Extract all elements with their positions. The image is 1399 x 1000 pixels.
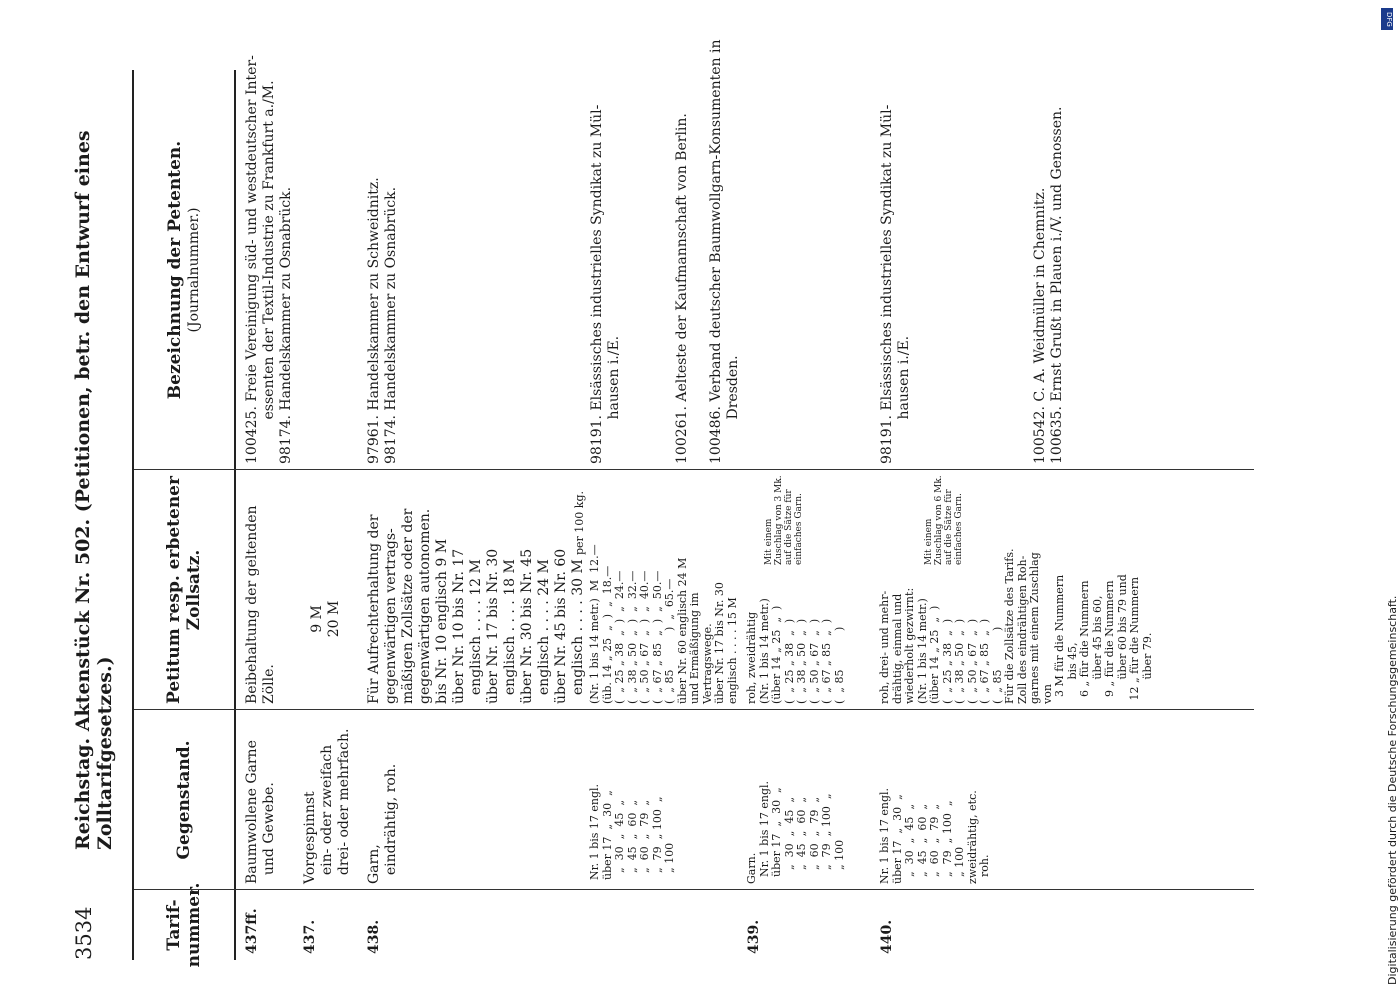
page-title: Reichstag. Aktenstück Nr. 502. (Petitionen, betr. den Entwurf eines Zolltarifgesetzes.)	[72, 130, 116, 850]
column-divider	[134, 469, 1254, 470]
petitum-text: Für Aufrechterhaltung der gegenwärtigen vertrags- mäßigen Zollsätze oder der gegenwärtigen autonomen. bis Nr. 10 englisch 9 M über Nr. 10 bis Nr. 17 englisch . . . . 12 M über Nr. 17 bis Nr. 30 englisch . . . . 18 M über Nr. 30 bis Nr. 45 englisch . . . . 24 M über Nr. 45 bis Nr. 60 englisch . . . . 30 M	[366, 508, 586, 704]
tarif-number: 440.	[879, 919, 895, 954]
column-divider	[134, 889, 1254, 890]
bracket-note: Mit einem Zuschlag von 6 Mk. auf die Sätze für einfaches Garn.	[924, 475, 964, 565]
col-header-petitum: Petitum resp. erbetener Zollsatz.	[134, 470, 236, 710]
petitum-text: roh, drei- und mehr- drähtig, einmal und wiederholt gezwirnt: (Nr. 1 bis 14 metr.) (über 14 „ 25 „ ) ( „ 25 „ 38 „ ) ( „ 38 „ 50 „ ) ( „ 50 „ 67 „ ) ( „ 67 „ 85 „ ) ( „ 85 ) Für die Zollsätze des Tarifs. Zoll des eindrähtigen Roh- garnes mit einem Zuschlag von 3 M für die Nummern bis 45, 6 „ für die Nummern über 45 bis 60, 9 „ für die Nummern über 60 bis 79 und 12 „ für die Nummern über 79.	[878, 548, 1154, 704]
petition-table	[132, 39, 1254, 968]
col-header-gegenstand: Gegenstand.	[134, 710, 236, 890]
gegenstand-text: Baumwollene Garne und Gewebe.	[244, 740, 277, 884]
gegenstand-text: Garn, eindrähtig, roh.	[366, 763, 399, 884]
petenten-text: 98191. Elsässisches industrielles Syndikat zu Mül- hausen i./E. 100261. Aelteste der Kaufmannschaft von Berlin. 100486. Verband deutscher Baumwollgarn-Konsumenten in Dresden.	[589, 39, 741, 464]
gegenstand-text: Garn. Nr. 1 bis 17 engl. über 17 „ 30 „ „ 30 „ 45 „ „ 45 „ 60 „ „ 60 „ 79 „ „ 79 „ 100 „ „ 100	[745, 780, 846, 884]
col-header-tarif: Tarif-nummer.	[134, 890, 236, 960]
page-header	[62, 60, 116, 960]
petenten-text: 97961. Handelskammer zu Schweidnitz. 98174. Handelskammer zu Osnabrück.	[366, 177, 399, 464]
tarif-number: 437ff.	[244, 908, 260, 954]
column-divider	[134, 709, 1254, 710]
per-kg-label: per 100 kg.	[573, 490, 586, 555]
petitum-text: (Nr. 1 bis 14 metr.) M 12.— (üb. 14 „ 25 „ ) „ 18.— ( „ 25 „ 38 „ ) „ 24.— ( „ 38 „ 50 „ ) „ 32.— ( „ 50 „ 67 „ ) „ 40.— ( „ 67 „ 85 „ ) „ 50.— ( „ 85 ) „ 65.— über Nr. 60 englisch 24 M und Ermäßigung im Vertragswege. über Nr. 17 bis Nr. 30 englisch . . . . 15 M	[588, 544, 739, 704]
petitum-text: 9 M 20 M	[309, 600, 342, 638]
tarif-number: 439.	[746, 919, 762, 954]
gegenstand-text: Nr. 1 bis 17 engl. über 17 „ 30 „ „ 30 „ 45 „ „ 45 „ 60 „ „ 60 „ 79 „ „ 79 „ 100 „ „ 100	[588, 783, 676, 880]
gegenstand-text: Vorgespinnst ein- oder zweifach drei- oder mehrfach.	[302, 728, 352, 884]
dfg-logo: DFG	[1381, 8, 1393, 30]
petenten-text: 100425. Freie Vereinigung süd- und westdeutscher Inter- essenten der Textil-Industrie zu Frankfurt a./M. 98174. Handelskammer zu Osnabrück.	[244, 55, 294, 464]
digitization-note: Digitalisierung gefördert durch die Deutsche Forschungsgemeinschaft.	[1386, 595, 1399, 985]
col-header-petenten: Bezeichnung der Petenten. (Journalnummer.)	[134, 70, 236, 470]
gegenstand-text: Nr. 1 bis 17 engl. über 17 „ 30 „ „ 30 „ 45 „ „ 45 „ 60 „ „ 60 „ 79 „ „ 79 „ 100 „ „ 100 zweidrähtig, etc. roh.	[878, 787, 991, 884]
tarif-number: 437.	[302, 919, 318, 954]
petitum-text: Beibehaltung der geltenden Zölle.	[244, 505, 277, 704]
petenten-text: 98191. Elsässisches industrielles Syndikat zu Mül- hausen i./E. 100542. C. A. Weidmüller in Chemnitz. 100635. Ernst Grußt in Plauen i./V. und Genossen.	[879, 104, 1065, 464]
rotated-page	[62, 39, 1312, 968]
petitum-text: roh, zweidrähtig (Nr. 1 bis 14 metr.) (über 14 „ 25 „ ) ( „ 25 „ 38 „ ) ( „ 38 „ 50 „ ) ( „ 50 „ 67 „ ) ( „ 67 „ 85 „ ) ( „ 85 )	[745, 598, 846, 704]
page-number: 3534	[72, 906, 96, 960]
tarif-number: 438.	[366, 919, 382, 954]
bracket-note: Mit einem Zuschlag von 3 Mk. auf die Sätze für einfaches Garn.	[764, 475, 804, 565]
